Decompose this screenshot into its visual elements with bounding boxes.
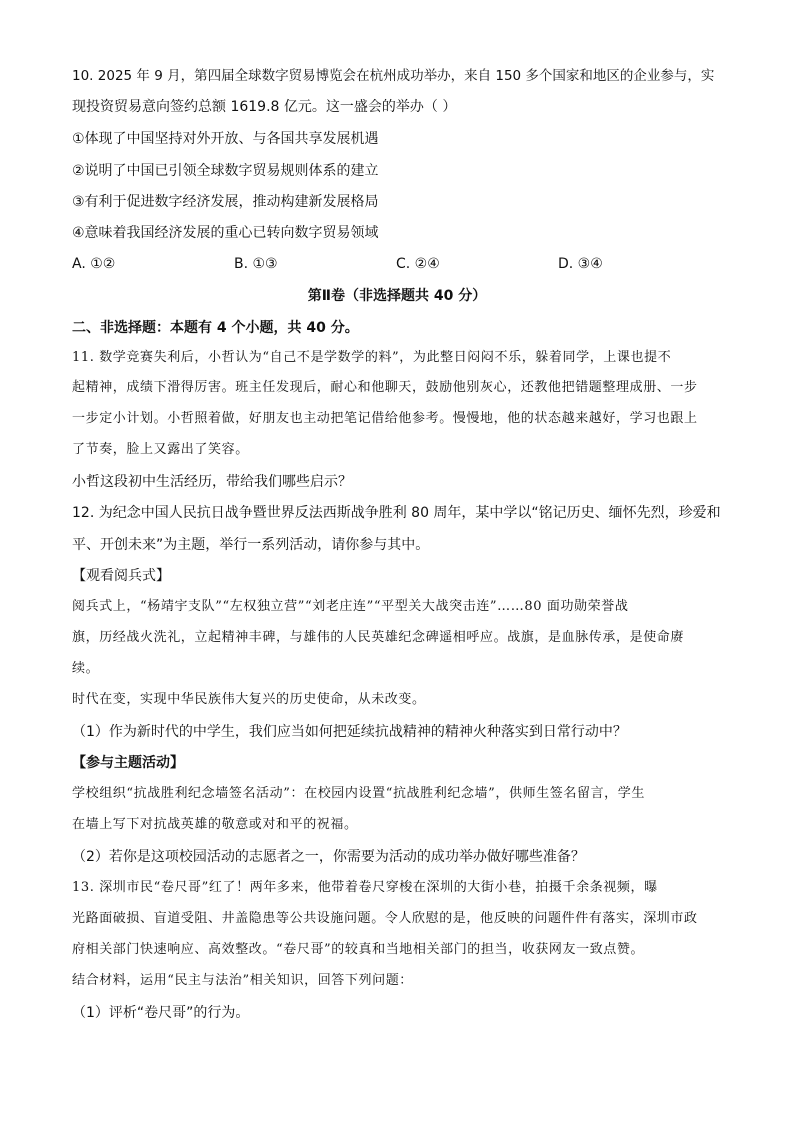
q10-stem-line1: 10. 2025 年 9 月，第四届全球数字贸易博览会在杭州成功举办，来自 150 多个国家和地区的企业参与，实 (72, 68, 715, 84)
q11-material-line2: 起精神，成绩下滑得厉害。班主任发现后，耐心和他聊天，鼓励他别灰心，还教他把错题整理成册、一步 (72, 380, 698, 395)
q12-subquestion-2: （2）若你是这项校园活动的志愿者之一，你需要为活动的成功举办做好哪些准备？ (72, 849, 585, 865)
q10-statement-4: ④意味着我国经济发展的重心已转向数字贸易领域 (72, 225, 379, 241)
q11-material-line4: 了节奏，脸上又露出了笑容。 (72, 442, 249, 457)
q12-material-line5: 学校组织“抗战胜利纪念墙签名活动”：在校园内设置“抗战胜利纪念墙”，供师生签名留言，学生 (72, 786, 645, 801)
part2-heading: 二、非选择题：本题有 4 个小题，共 40 分。 (72, 320, 359, 336)
q11-question: 小哲这段初中生活经历，带给我们哪些启示？ (72, 474, 352, 490)
q12-tag-parade: 【观看阅兵式】 (72, 568, 170, 584)
q13-material-line2: 光路面破损、盲道受阻、井盖隐患等公共设施问题。令人欣慰的是，他反映的问题件件有落实，深圳市政 (72, 911, 698, 926)
q10-options (72, 254, 724, 274)
q10-statement-2: ②说明了中国已引领全球数字贸易规则体系的建立 (72, 163, 379, 179)
q10-option-a[interactable]: A. ①② (72, 256, 116, 272)
q12-subquestion-1: （1）作为新时代的中学生，我们应当如何把延续抗战精神的精神火种落实到日常行动中？ (72, 724, 627, 740)
q12-material-line2: 旗，历经战火洗礼，立起精神丰碑，与雄伟的人民英雄纪念碑遥相呼应。战旗，是血脉传承，是使命赓 (72, 630, 685, 645)
q12-intro-line2: 平、开创未来”为主题，举行一系列活动，请你参与其中。 (72, 537, 430, 553)
q12-material-line6: 在墙上写下对抗战英雄的敬意或对和平的祝福。 (72, 817, 358, 832)
q12-material-line1: 阅兵式上，“杨靖宇支队”“左权独立营”“刘老庄连”“平型关大战突击连”……80 面功勋荣誉战 (72, 599, 629, 614)
q10-option-c[interactable]: C. ②④ (396, 256, 440, 272)
q10-option-d[interactable]: D. ③④ (558, 256, 603, 272)
q13-instruction: 结合材料，运用“民主与法治”相关知识，回答下列问题： (72, 973, 413, 988)
q10-statement-1: ①体现了中国坚持对外开放、与各国共享发展机遇 (72, 131, 379, 147)
q12-tag-activity: 【参与主题活动】 (72, 755, 184, 771)
q13-subquestion-1: （1）评析“卷尺哥”的行为。 (72, 1005, 250, 1021)
part2-title: 第Ⅱ卷（非选择题共 40 分） (307, 288, 487, 304)
q12-material-line4: 时代在变，实现中华民族伟大复兴的历史使命，从未改变。 (72, 692, 426, 707)
q11-material-line3: 一步定小计划。小哲照着做，好朋友也主动把笔记借给他参考。慢慢地，他的状态越来越好，学习也跟上 (72, 411, 698, 426)
q10-option-b[interactable]: B. ①③ (234, 256, 278, 272)
q12-intro-line1: 12. 为纪念中国人民抗日战争暨世界反法西斯战争胜利 80 周年，某中学以“铭记历史、缅怀先烈，珍爱和 (72, 505, 721, 521)
q13-material-line1: 13. 深圳市民“卷尺哥”红了！两年多来，他带着卷尺穿梭在深圳的大街小巷，拍摄千余条视频，曝 (72, 880, 658, 895)
q10-statement-3: ③有利于促进数字经济发展，推动构建新发展格局 (72, 194, 379, 210)
q10-stem-line2: 现投资贸易意向签约总额 1619.8 亿元。这一盛会的举办（ ） (72, 99, 457, 115)
q12-material-line3: 续。 (72, 661, 100, 676)
q13-material-line3: 府相关部门快速响应、高效整改。“卷尺哥”的较真和当地相关部门的担当，收获网友一致点赞。 (72, 942, 645, 957)
q11-material-line1: 11. 数学竞赛失利后，小哲认为“自己不是学数学的料”，为此整日闷闷不乐，躲着同学，上课也提不 (72, 350, 672, 365)
